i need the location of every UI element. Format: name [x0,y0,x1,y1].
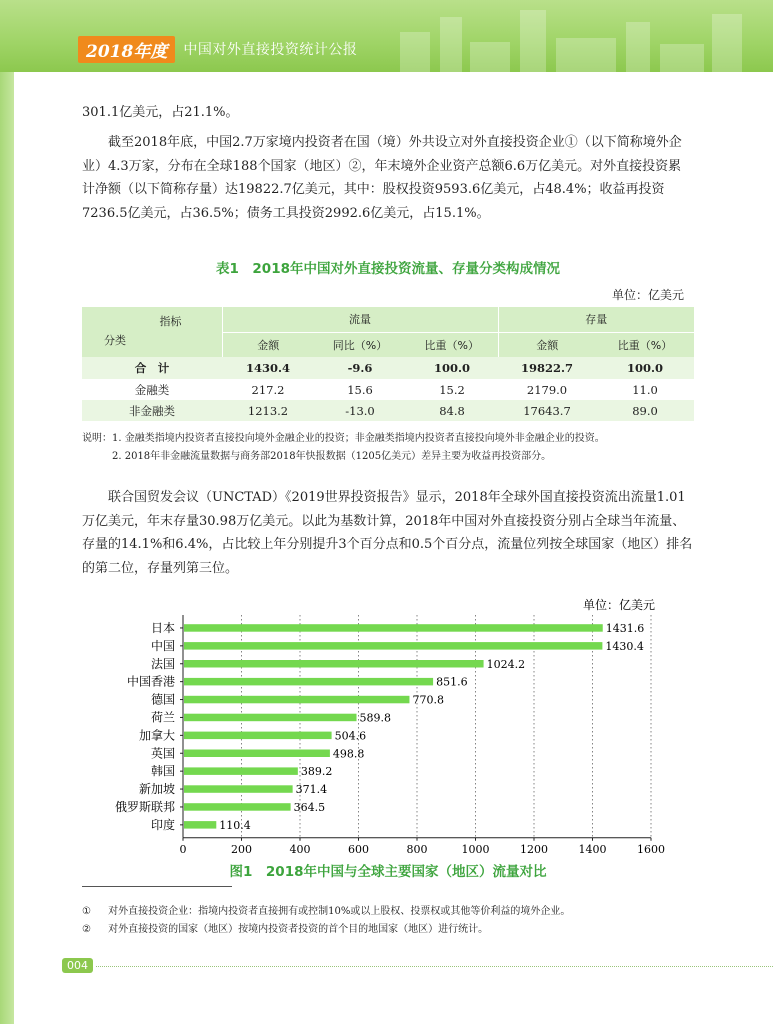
table-row [82,357,694,379]
page-header [0,0,773,72]
flow-amount: 217.2 [251,382,285,397]
footnote-2 [82,920,722,935]
table-corner-cell [82,307,222,357]
page-number: 004 [62,958,93,973]
classification-table [82,307,694,421]
stock-group-header: 存量 [498,307,694,332]
bar-value-label: 371.4 [295,783,328,797]
x-tick-label: 1200 [520,842,548,856]
corner-indicator-label: 指标 [159,315,182,328]
table-header-row [82,307,694,332]
table-row [82,400,694,421]
bar [184,803,291,811]
flow-share: 84.8 [439,403,465,418]
row-name: 金融类 [134,382,170,397]
paragraph-continuation: 301.1亿美元，占21.1%。 [82,105,239,120]
x-tick-label: 600 [348,842,369,856]
skyline-decoration [556,38,616,72]
left-margin-bar [0,72,14,1024]
bar [184,624,603,632]
x-tick-label: 400 [289,842,311,856]
x-tick-label: 1000 [461,842,490,856]
bar [184,785,293,793]
bar [184,660,484,668]
stock-share-header: 比重（%） [596,332,694,357]
bar-value-label: 110.4 [219,818,251,832]
bar-value-label: 504.6 [334,729,367,743]
footnote-1 [82,902,722,917]
category-label: 日本 [150,620,175,635]
skyline-decoration [470,42,510,72]
category-label: 法国 [150,656,175,671]
x-tick-label: 200 [231,842,252,856]
category-label: 德国 [150,692,175,707]
header-title-group [78,37,357,61]
x-tick-label: 1600 [637,842,665,856]
category-label: 新加坡 [138,782,175,797]
flow-amount: 1430.4 [245,361,290,375]
flow-comparison-chart [0,595,773,857]
bar-value-label: 851.6 [436,675,468,689]
flow-share: 15.2 [439,382,465,397]
bar-value-label: 770.8 [412,693,444,707]
skyline-decoration [440,17,462,72]
table-notes [82,430,722,466]
flow-yoy: -9.6 [347,361,373,375]
x-tick-label: 0 [179,842,187,856]
bar-value-label: 1024.2 [486,657,526,671]
bar-value-label: 1431.6 [605,621,645,635]
stock-amount-header: 金额 [498,332,596,357]
bar [184,732,332,740]
flow-group-header: 流量 [222,307,498,332]
flow-amount: 1213.2 [247,403,289,418]
x-tick-label: 1400 [578,842,607,856]
stock-share: 100.0 [626,361,663,375]
table-title: 表1 2018年中国对外直接投资流量、存量分类构成情况 [216,261,560,277]
category-label: 印度 [150,817,175,832]
footnote-2-text: 对外直接投资的国家（地区）按境内投资者投资的首个目的地国家（地区）进行统计。 [108,924,489,935]
paragraph-stock-summary: 截至2018年底，中国2.7万家境内投资者在国（境）外共设立对外直接投资企业①（以下简称境外企业）4.3万家，分布在全球188个国家（地区）②，年末境外企业资产总额6.6万亿美元。对外直接投资累计净额（以下简称存量）达19822.7亿美元，其中：股权投资9593.6亿美元，占48.4%；收益再投资7236.5亿美元，占36.5%；债务工具投资2992.6亿美元，占15.1%。 [82,135,682,221]
stock-share: 89.0 [632,403,658,418]
bar-value-label: 589.8 [359,711,392,725]
skyline-decoration [400,32,430,72]
chart-unit-label: 单位：亿美元 [582,598,655,612]
category-label: 韩国 [150,764,175,779]
footnote-divider [82,886,232,887]
skyline-decoration [712,14,742,72]
footnote-1-mark: ① [82,906,91,917]
bar [184,678,433,686]
flow-yoy-header: 同比（%） [314,332,406,357]
bar [184,821,216,829]
bar [184,767,298,775]
footnote-2-mark: ② [82,924,91,935]
stock-share: 11.0 [632,382,658,397]
skyline-decoration [660,44,704,72]
category-label: 英国 [150,746,175,761]
table-unit: 单位：亿美元 [612,288,685,302]
stock-amount: 19822.7 [520,361,573,375]
row-name: 合 计 [134,361,170,375]
stock-amount: 17643.7 [523,403,571,418]
x-tick-label: 800 [406,842,428,856]
flow-share-header: 比重（%） [406,332,498,357]
category-label: 中国 [150,638,175,653]
footnote-1-text: 对外直接投资企业：指境内投资者直接拥有或控制10%或以上股权、投票权或其他等价利益的境外企业。 [108,906,571,917]
bar-value-label: 1430.4 [605,639,644,653]
category-label: 俄罗斯联邦 [114,799,175,814]
flow-amount-header: 金额 [222,332,314,357]
row-name: 非金融类 [129,403,175,418]
table-row [82,379,694,400]
bar-value-label: 364.5 [293,800,326,814]
figure-title: 图1 2018年中国与全球主要国家（地区）流量对比 [229,864,547,880]
skyline-decoration [626,22,650,72]
bar [184,714,357,722]
flow-yoy: 15.6 [347,382,373,397]
flow-yoy: -13.0 [345,403,375,418]
stock-amount: 2179.0 [526,382,568,397]
table-note-1: 说明：1. 金融类指境内投资者直接投向境外金融企业的投资；非金融类指境内投资者直接投向境外非金融企业的投资。 [82,433,605,444]
bar-value-label: 498.8 [332,747,365,761]
bar-value-label: 389.2 [300,765,333,779]
bar [184,696,409,704]
paragraph-unctad: 联合国贸发会议（UNCTAD）《2019世界投资报告》显示，2018年全球外国直接投资流出流量1.01万亿美元，年末存量30.98万亿美元。以此为基数计算，2018年中国对外直接投资分别占全球当年流量、存量的14.1%和6.4%，占比较上年分别提升3个百分点和0.5个百分点，流量位列按全球国家（地区）排名的第二位，存量列第三位。 [82,490,693,576]
skyline-decoration [520,10,546,72]
publication-title: 中国对外直接投资统计公报 [183,42,358,58]
flow-share: 100.0 [433,361,470,375]
category-label: 荷兰 [150,710,175,725]
year-badge: 2018年度 [78,36,175,63]
category-label: 中国香港 [126,674,175,689]
page-footer-line [96,966,773,967]
table-note-2: 2. 2018年非金融流量数据与商务部2018年快报数据（1205亿美元）差异主要为收益再投资部分。 [112,451,552,462]
category-label: 加拿大 [138,728,175,743]
bar [184,750,330,758]
corner-category-label: 分类 [104,334,126,347]
bar [184,642,602,650]
